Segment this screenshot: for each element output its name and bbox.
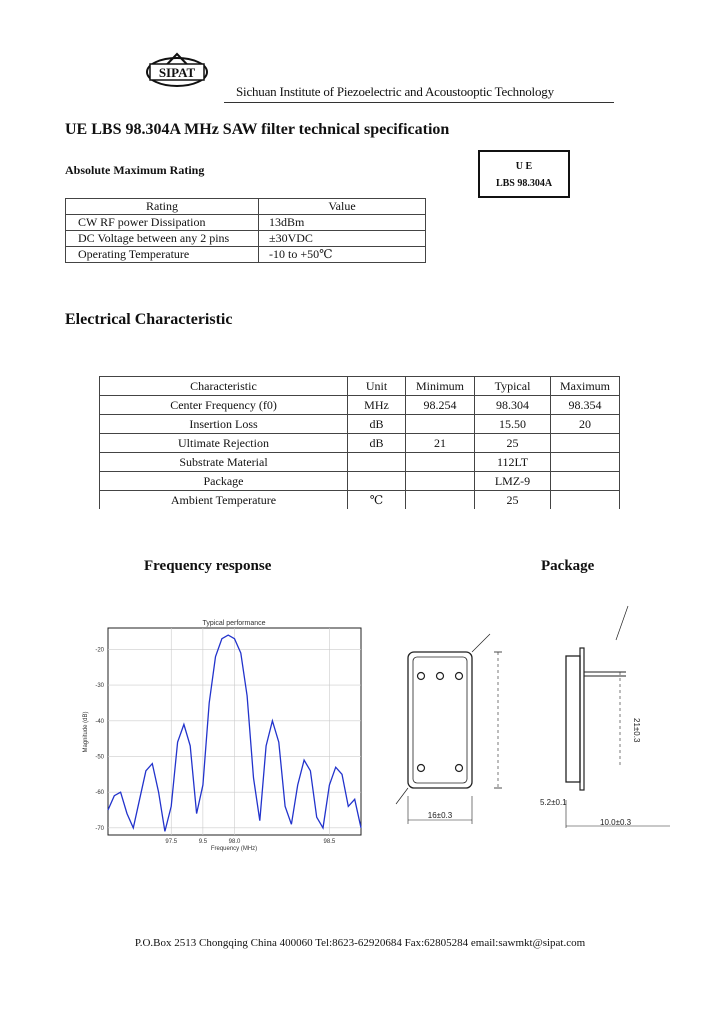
y-tick-label: -30 [95,683,104,690]
table-cell [551,434,620,453]
table-cell: Package [100,472,348,491]
header-cell: Maximum [551,377,620,396]
table-cell: 112LT [475,453,551,472]
dim-pin: 5.2±0.1 [540,798,567,807]
table-cell: 98.354 [551,396,620,415]
pin-1 [418,673,425,680]
part-number-box [478,150,570,198]
sipat-logo [142,50,212,94]
y-tick-label: -70 [95,825,104,832]
organization-name: Sichuan Institute of Piezoelectric and Acoustooptic Technology [236,84,554,99]
table-cell: Ultimate Rejection [100,434,348,453]
table-cell: CW RF power Dissipation [66,215,259,231]
table-cell: MHz [348,396,406,415]
table-cell [348,472,406,491]
table-cell: 25 [475,434,551,453]
table-cell: Substrate Material [100,453,348,472]
header-divider [224,102,614,103]
x-tick-label: 97.5 [165,839,178,845]
table-cell: Ambient Temperature [100,491,348,510]
header-cell: Typical [475,377,551,396]
electrical-table [99,376,620,509]
dim-length: 10.0±0.3 [600,818,632,827]
table-cell: 98.254 [406,396,475,415]
table-cell: 20 [551,415,620,434]
table-cell [551,491,620,510]
header-cell: Characteristic [100,377,348,396]
table-cell [406,472,475,491]
table-cell: dB [348,415,406,434]
y-tick-label: -60 [95,790,104,797]
table-row [100,472,620,491]
package-side-view [566,656,580,782]
table-row [66,247,426,263]
x-tick-label: 98.5 [323,839,336,845]
package-heading: Package [541,558,595,574]
table-row [66,231,426,247]
table-header-row [100,377,620,396]
part-box-line1: U E [515,161,533,172]
table-cell: DC Voltage between any 2 pins [66,231,259,247]
y-axis-label: Magnitude (dB) [83,711,89,753]
table-cell: ℃ [348,491,406,510]
table-cell: Insertion Loss [100,415,348,434]
table-row [100,491,620,510]
table-cell [406,453,475,472]
pin-3 [456,673,463,680]
table-cell: 25 [475,491,551,510]
table-cell [551,453,620,472]
table-cell: ±30VDC [259,231,426,247]
header-cell: Minimum [406,377,475,396]
x-tick-label: 9.5 [198,839,208,845]
y-tick-label: -50 [95,754,104,761]
footer-contact: P.O.Box 2513 Chongqing China 400060 Tel:8623-62920684 Fax:62805284 email:sawmkt@sipat.com [134,937,586,949]
table-cell [348,453,406,472]
table-cell [551,472,620,491]
table-row [100,453,620,472]
page-title: UE LBS 98.304A MHz SAW filter technical specification [65,121,450,138]
frequency-response-chart [60,612,370,856]
table-cell: -10 to +50℃ [259,247,426,263]
y-tick-label: -20 [95,647,104,654]
pin-4 [418,765,425,772]
table-cell: 21 [406,434,475,453]
y-tick-label: -40 [95,718,104,725]
chart-title: Typical performance [202,620,266,627]
header-cell: Rating [66,199,259,215]
table-row [100,415,620,434]
package-drawing [390,600,690,840]
abs-max-table [65,198,426,263]
frequency-response-heading: Frequency response [144,558,272,574]
table-row [100,434,620,453]
pin-2 [437,673,444,680]
abs-max-heading: Absolute Maximum Rating [65,163,205,177]
table-header-row [66,199,426,215]
part-box-line2: LBS 98.304A [495,178,553,189]
pin-5 [456,765,463,772]
table-cell: Operating Temperature [66,247,259,263]
header-cell: Value [259,199,426,215]
logo-text: SIPAT [158,65,196,80]
x-axis-label: Frequency (MHz) [210,846,258,852]
table-cell [406,491,475,510]
electrical-heading: Electrical Characteristic [65,311,233,328]
table-row [66,215,426,231]
table-cell: LMZ-9 [475,472,551,491]
table-cell: Center Frequency (f0) [100,396,348,415]
table-cell [406,415,475,434]
table-cell: 98.304 [475,396,551,415]
table-cell: 15.50 [475,415,551,434]
table-cell: 13dBm [259,215,426,231]
table-cell: dB [348,434,406,453]
table-row [100,396,620,415]
x-tick-label: 98.0 [228,839,241,845]
dim-height: 21±0.3 [632,718,641,743]
header-cell: Unit [348,377,406,396]
dim-width: 16±0.3 [427,811,453,820]
